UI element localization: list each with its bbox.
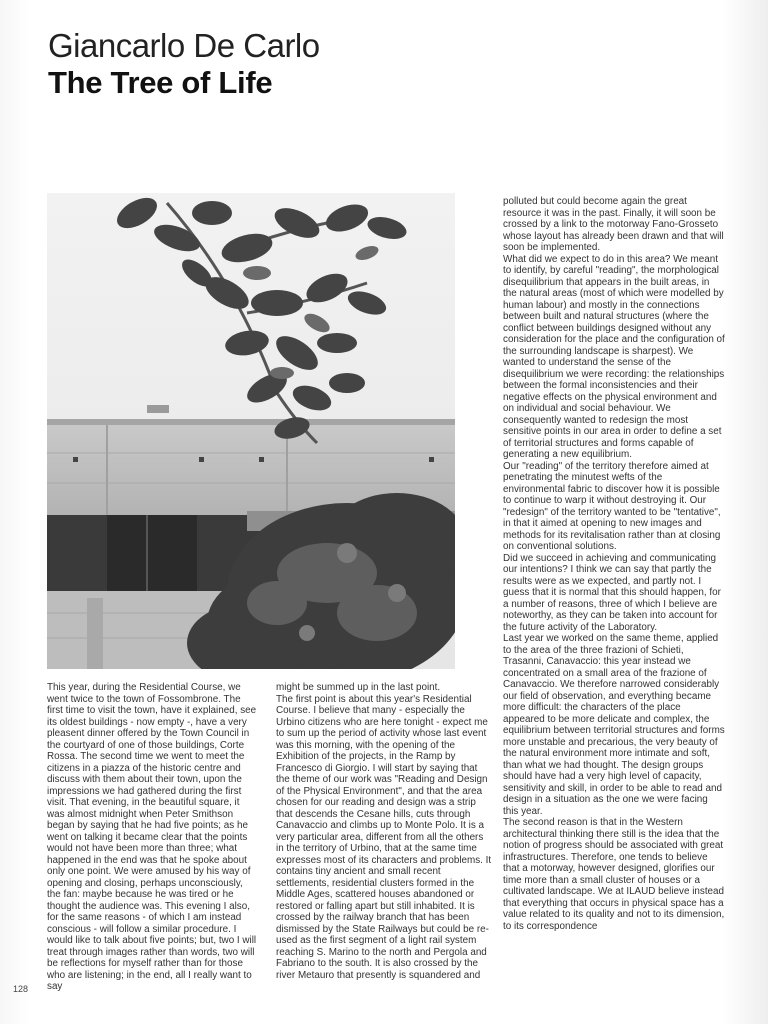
page-number: 128 (13, 984, 29, 994)
paragraph: The second reason is that in the Western architectural thinking there still is the idea that the notion of progress should be associated with great infrastructures. Therefore, one tends to believe that a motorway, however designed, glorifies our time more than a small cluster of houses or a cultivated landscape. We at ILAUD believe instead that everything that occurs in physical space has a value related to its quality and not to its dimension, to its correspondence (503, 817, 725, 932)
paragraph: The first point is about this year's Residential Course. I believe that many - especially the Urbino citizens who are here tonight - expect me to sum up the period of activity whose last event was this morning, with the opening of the Exhibition of the projects, in the Ramp by Francesco di Giorgio. I will start by saying that the theme of our work was "Reading and Design of the Physical Environment", and that the area chosen for our reading and design was a strip that descends the Cesane hills, cuts through Canavaccio and climbs up to Monte Polo. It is a very particular area, different from all the others in the territory of Urbino, that at the same time expresses most of its characters and problems. It contains tiny ancient and small recent settlements, residential clusters formed in the Middle Ages, scattered houses abandoned or restored or falling apart but still inhabited. It is crossed by the railway branch that has been dismissed by the State Railways but could be re-used as the first segment of a light rail system reaching S. Marino to the north and Pergola and Fabriano to the south. It is also crossed by the river Metauro that presently is squandered and (276, 693, 492, 981)
paragraph: This year, during the Residential Course, we went twice to the town of Fossombrone. The first time to visit the town, have it explained, see its oldest buildings - now empty -, have a very pleasent dinner offered by the Town Council in the courtyard of one of those buildings, Corte Rossa. The second time we went to meet the citizens in a piazza of the historic centre and discuss with them about their town, upon the impressions we had gathered during the first visit. That evening, in the beautiful square, it was almost midnight when Peter Smithson began by saying that he had five points; as he went on talking it became clear that the points would not have been more than three; what happened in the end was that he spoke about only one point. We were amused by his way of opening and closing, perhaps unconsciously, the fan: maybe because he was tired or he thought the audience was. This evening I also, for the same reasons - of which I am instead conscious - will follow a similar procedure. I would like to talk about five points; but, two I will treat through images rather than words, two will be reflections for myself rather than for those who are listening; in the end, all I really want to say (47, 682, 257, 992)
text-column-1 (47, 682, 257, 1000)
text-column-3 (503, 196, 725, 1000)
paragraph: Did we succeed in achieving and communicating our intentions? I think we can say that partly the results were as we expected, and partly not. I guess that it is normal that this should happen, for a number of reasons, three of which I believe are noteworthy, as they can be taken into account for the future activity of the Laboratory. (503, 552, 721, 633)
paragraph: What did we expect to do in this area? We meant to identify, by careful "reading", the morphological disequilibrium that appears in the built areas, in the natural areas (most of which were modelled by human labour) and mostly in the connections between built and natural structures (where the conflict between buildings designed without any consideration for the place and the configuration of the surrounding landscape is sharpest). We wanted to understand the sense of the disequilibrium we were recording: the relationships between the formal inconsistencies and their negative effects on the physical environment and on individual and social behaviour. We consequently wanted to redesign the most sensitive points in our area in order to define a set of territorial structures and forms capable of generating a new equilibrium. (503, 253, 725, 460)
paragraph: might be summed up in the last point. (276, 682, 441, 693)
paragraph: Our "reading" of the territory therefore aimed at penetrating the minutest wefts of the environmental fabric to discover how it is possible to continue to warp it without destroying it. Our "redesign" of the territory wanted to be "tentative", in that it aimed at opening to new images and methods for its revitalisation rather than at closing on conventional solutions. (503, 460, 721, 552)
building-tree-photo (47, 193, 455, 669)
paragraph: Last year we worked on the same theme, applied to the area of the three frazioni of Schieti, Trasanni, Canavaccio: this year instead we concentrated on a small area of the frazione of Canavaccio. We therefore narrowed considerably our field of observation, and everything became more difficult: the characters of the place appeared to be more delicate and complex, the equilibrium between territorial structures and forms more unstable and precarious, the very beauty of the natural environment more intimate and soft, than what we had thought. The design groups should have had a very high level of capacity, sensitivity and skill, in order to be able to read and design in a situation as the one we were facing this year. (503, 633, 725, 817)
article-title: The Tree of Life (48, 65, 273, 100)
paragraph: polluted but could become again the great resource it was in the past. Finally, it will soon be crossed by a link to the motorway Fano-Grosseto whose layout has already been drawn and that will soon be implemented. (503, 196, 724, 253)
text-column-2 (276, 682, 492, 1000)
author-name: Giancarlo De Carlo (48, 27, 320, 64)
